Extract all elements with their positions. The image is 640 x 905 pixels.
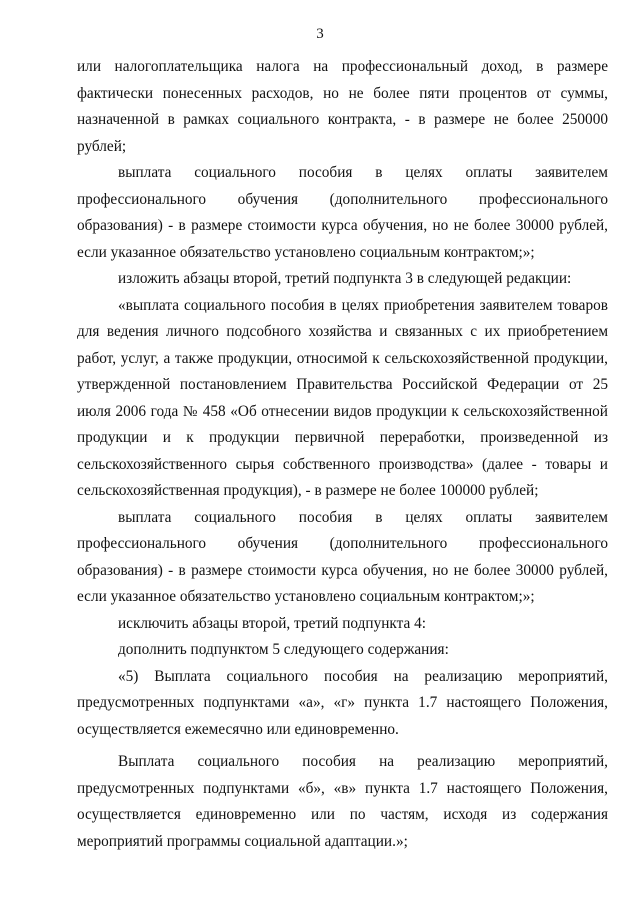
paragraph-subitem-5-continued: Выплата социального пособия на реализацию мероприятий, предусмотренных подпунктами «б», «в» пункта 1.7 настоящего Положения, осуществляется единовременно или по частям, исходя из содержания мероприятий программы социальной адаптации.»; xyxy=(77,753,608,850)
paragraph-training-payment: выплата социального пособия в целях оплаты заявителем профессионального обучения (дополнительного профессионального образования) - в размере стоимости курса обучения, но не более 30000 рублей, если указанное обязательство установлено социальным контрактом;»; xyxy=(77,164,608,261)
paragraph-subitem-5: «5) Выплата социального пособия на реализацию мероприятий, предусмотренных подпунктами «а», «г» пункта 1.7 настоящего Положения, осуществляется ежемесячно или единовременно. xyxy=(77,667,608,738)
paragraph-add-instruction: дополнить подпунктом 5 следующего содержания: xyxy=(118,641,449,658)
paragraph-continuation: или налогоплательщика налога на профессиональный доход, в размере фактически понесенных расходов, но не более пяти процентов от суммы, назначенной в рамках социального контракта, - в размере не более 250000 рублей; xyxy=(77,58,608,155)
paragraph-amend-instruction: изложить абзацы второй, третий подпункта 3 в следующей редакции: xyxy=(118,270,572,287)
paragraph-training-payment-repeat: выплата социального пособия в целях оплаты заявителем профессионального обучения (дополнительного профессионального образования) - в размере стоимости курса обучения, но не более 30000 рублей, если указанное обязательство установлено социальным контрактом;»; xyxy=(77,508,608,605)
paragraph-exclude-instruction: исключить абзацы второй, третий подпункта 4: xyxy=(118,614,427,632)
page-number: 3 xyxy=(316,26,324,42)
document-body xyxy=(77,54,608,855)
paragraph-household-goods: «выплата социального пособия в целях приобретения заявителем товаров для ведения личного подсобного хозяйства и связанных с их приобретением работ, услуг, а также продукции, относимой к сельскохозяйственной продукции, утвержденной постановлением Правительства Российской Федерации от 25 июля 2006 года № 458 «Об отнесении видов продукции к сельскохозяйственной продукции и к продукции первичной переработки, произведенной из сельскохозяйственного сырья собственного производства» (далее - товары и сельскохозяйственная продукция), - в размере не более 100000 рублей; xyxy=(77,296,608,499)
